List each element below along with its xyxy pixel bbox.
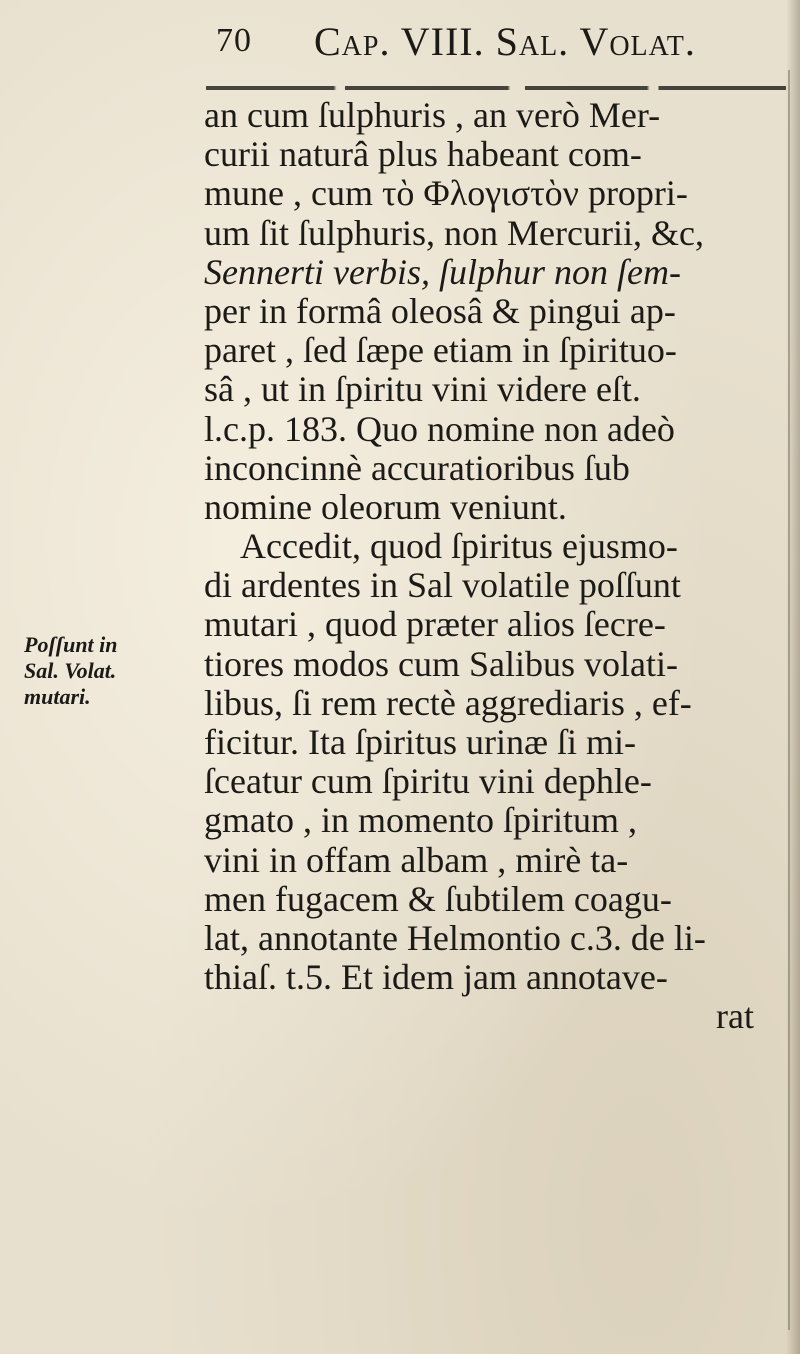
text-line: libus, ſi rem rectè aggrediaris , ef- xyxy=(204,682,692,723)
text-line: tiores modos cum Salibus volati- xyxy=(204,643,678,684)
marginal-note-line: Poſſunt in xyxy=(24,632,118,657)
text-line: di ardentes in Sal volatile poſſunt xyxy=(204,565,681,606)
text-line: mune , cum τὸ Φλογιστὸν propri- xyxy=(204,173,688,214)
text-line: sâ , ut in ſpiritu vini videre eſt. xyxy=(204,369,641,410)
text-line: per in formâ oleosâ & pingui ap- xyxy=(204,290,676,331)
catchword: rat xyxy=(716,996,754,1037)
text-line: Accedit, quod ſpiritus ejusmo- xyxy=(240,526,678,567)
running-head: Cap. VIII. Sal. Volat. xyxy=(314,19,696,64)
text-line: mutari , quod præter alios ſecre- xyxy=(204,604,666,645)
text-line: l.c.p. 183. Quo nomine non adeò xyxy=(204,408,675,449)
text-line: vini in offam albam , mirè ta- xyxy=(204,839,629,880)
page-header xyxy=(216,18,776,74)
text-line: ſceatur cum ſpiritu vini dephle- xyxy=(204,761,652,802)
text-line: nomine oleorum veniunt. xyxy=(204,486,567,527)
marginal-note xyxy=(24,632,184,710)
text-line: paret , ſed ſæpe etiam in ſpirituo- xyxy=(204,330,677,371)
text-line: ficitur. Ita ſpiritus urinæ ſi mi- xyxy=(204,722,636,762)
text-line: gmato , in momento ſpiritum , xyxy=(204,800,637,841)
text-line: thiaſ. t.5. Et idem jam annotave- xyxy=(204,957,668,998)
body-text xyxy=(204,96,794,1037)
text-line: an cum ſulphuris , an verò Mer- xyxy=(204,95,661,135)
text-line: curii naturâ plus habeant com- xyxy=(204,134,642,175)
page-number: 70 xyxy=(216,22,252,59)
text-line: men fugacem & ſubtilem coagu- xyxy=(204,878,672,919)
marginal-note-line: mutari. xyxy=(24,684,91,709)
text-line: Sennerti verbis, ſulphur non ſem- xyxy=(204,251,681,292)
text-line: lat, annotante Helmontio c.3. de li- xyxy=(204,917,706,958)
header-rule xyxy=(206,86,786,90)
text-line: inconcinnè accuratioribus ſub xyxy=(204,447,630,488)
text-line: um ſit ſulphuris, non Mercurii, &c, xyxy=(204,212,704,253)
marginal-note-line: Sal. Volat. xyxy=(24,658,117,683)
